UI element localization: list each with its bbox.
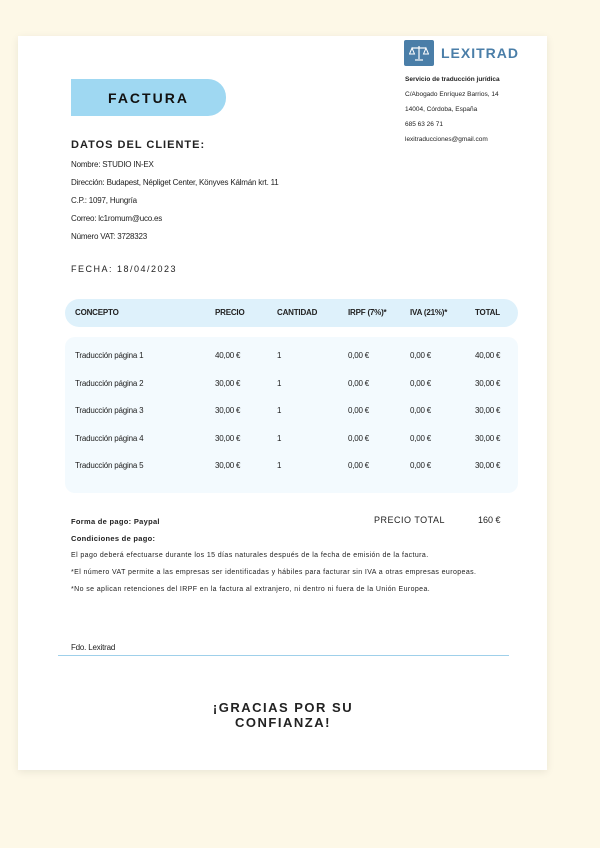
client-email: Correo: lc1romum@uco.es bbox=[71, 214, 163, 223]
client-details bbox=[71, 156, 279, 246]
header-irpf: IRPF (7%)* bbox=[348, 308, 387, 317]
client-postal: C.P.: 1097, Hungría bbox=[71, 196, 137, 205]
header-price: PRECIO bbox=[215, 308, 245, 317]
row-iva: 0,00 € bbox=[410, 406, 432, 415]
scales-icon bbox=[404, 40, 434, 66]
logo-name: LEXITRAD bbox=[441, 45, 519, 61]
thanks-line-2: CONFIANZA! bbox=[235, 715, 331, 730]
note-irpf: *No se aplican retenciones del IRPF en la factura al extranjero, ni dentro ni fuera de la Unión Europea. bbox=[71, 586, 431, 593]
row-total: 30,00 € bbox=[475, 434, 501, 443]
row-iva: 0,00 € bbox=[410, 379, 432, 388]
row-irpf: 0,00 € bbox=[348, 351, 370, 360]
row-total: 40,00 € bbox=[475, 351, 501, 360]
invoice-date: FECHA: 18/04/2023 bbox=[71, 264, 178, 274]
row-price: 30,00 € bbox=[215, 406, 241, 415]
client-name: Nombre: STUDIO IN-EX bbox=[71, 160, 154, 169]
payment-notes bbox=[71, 547, 476, 598]
row-irpf: 0,00 € bbox=[348, 406, 370, 415]
row-price: 40,00 € bbox=[215, 351, 241, 360]
row-total: 30,00 € bbox=[475, 461, 501, 470]
table-row bbox=[65, 406, 518, 420]
row-price: 30,00 € bbox=[215, 461, 241, 470]
row-quantity: 1 bbox=[277, 406, 282, 415]
row-concept: Traducción página 1 bbox=[75, 351, 144, 360]
company-city: 14004, Córdoba, España bbox=[405, 106, 478, 113]
row-iva: 0,00 € bbox=[410, 351, 432, 360]
row-iva: 0,00 € bbox=[410, 434, 432, 443]
header-concept: CONCEPTO bbox=[75, 308, 119, 317]
company-email[interactable]: lexitraducciones@gmail.com bbox=[405, 136, 488, 143]
table-row bbox=[65, 434, 518, 448]
table-row bbox=[65, 351, 518, 365]
row-quantity: 1 bbox=[277, 461, 282, 470]
payment-info bbox=[71, 513, 160, 547]
total-value: 160 € bbox=[478, 515, 501, 525]
row-irpf: 0,00 € bbox=[348, 434, 370, 443]
total-label: PRECIO TOTAL bbox=[374, 515, 446, 525]
row-quantity: 1 bbox=[277, 351, 282, 360]
row-irpf: 0,00 € bbox=[348, 461, 370, 470]
row-total: 30,00 € bbox=[475, 379, 501, 388]
company-phone: 685 63 26 71 bbox=[405, 121, 443, 128]
table-row bbox=[65, 379, 518, 393]
row-price: 30,00 € bbox=[215, 379, 241, 388]
company-logo bbox=[404, 40, 519, 66]
header-total: TOTAL bbox=[475, 308, 500, 317]
row-concept: Traducción página 2 bbox=[75, 379, 144, 388]
row-irpf: 0,00 € bbox=[348, 379, 370, 388]
row-concept: Traducción página 5 bbox=[75, 461, 144, 470]
client-address: Dirección: Budapest, Népliget Center, Könyves Kálmán krt. 11 bbox=[71, 178, 279, 187]
note-vat: *El número VAT permite a las empresas ser identificadas y hábiles para facturar sin IVA a otras empresas europeas. bbox=[71, 569, 477, 576]
company-address: C/Abogado Enríquez Barrios, 14 bbox=[405, 91, 499, 98]
company-service: Servicio de traducción jurídica bbox=[405, 76, 500, 83]
client-section-title: DATOS DEL CLIENTE: bbox=[71, 139, 206, 151]
header-quantity: CANTIDAD bbox=[277, 308, 318, 317]
thanks-line-1: ¡GRACIAS POR SU bbox=[212, 700, 354, 715]
header-iva: IVA (21%)* bbox=[410, 308, 448, 317]
row-concept: Traducción página 4 bbox=[75, 434, 144, 443]
row-quantity: 1 bbox=[277, 379, 282, 388]
row-total: 30,00 € bbox=[475, 406, 501, 415]
signature-line bbox=[58, 655, 509, 656]
row-price: 30,00 € bbox=[215, 434, 241, 443]
row-iva: 0,00 € bbox=[410, 461, 432, 470]
invoice-title: FACTURA bbox=[108, 89, 189, 106]
invoice-sheet bbox=[18, 36, 547, 770]
table-row bbox=[65, 461, 518, 475]
table-body bbox=[65, 337, 518, 493]
company-info bbox=[405, 72, 545, 147]
client-vat: Número VAT: 3728323 bbox=[71, 232, 147, 241]
signature: Fdo. Lexitrad bbox=[71, 643, 116, 652]
row-quantity: 1 bbox=[277, 434, 282, 443]
table-header bbox=[65, 299, 518, 327]
invoice-title-banner bbox=[71, 79, 226, 116]
payment-method: Forma de pago: Paypal bbox=[71, 517, 160, 526]
payment-conditions: El pago deberá efectuarse durante los 15 días naturales después de la fecha de emisión de la factura. bbox=[71, 552, 429, 559]
payment-conditions-title: Condiciones de pago: bbox=[71, 534, 156, 543]
thanks-message bbox=[183, 700, 383, 730]
row-concept: Traducción página 3 bbox=[75, 406, 144, 415]
